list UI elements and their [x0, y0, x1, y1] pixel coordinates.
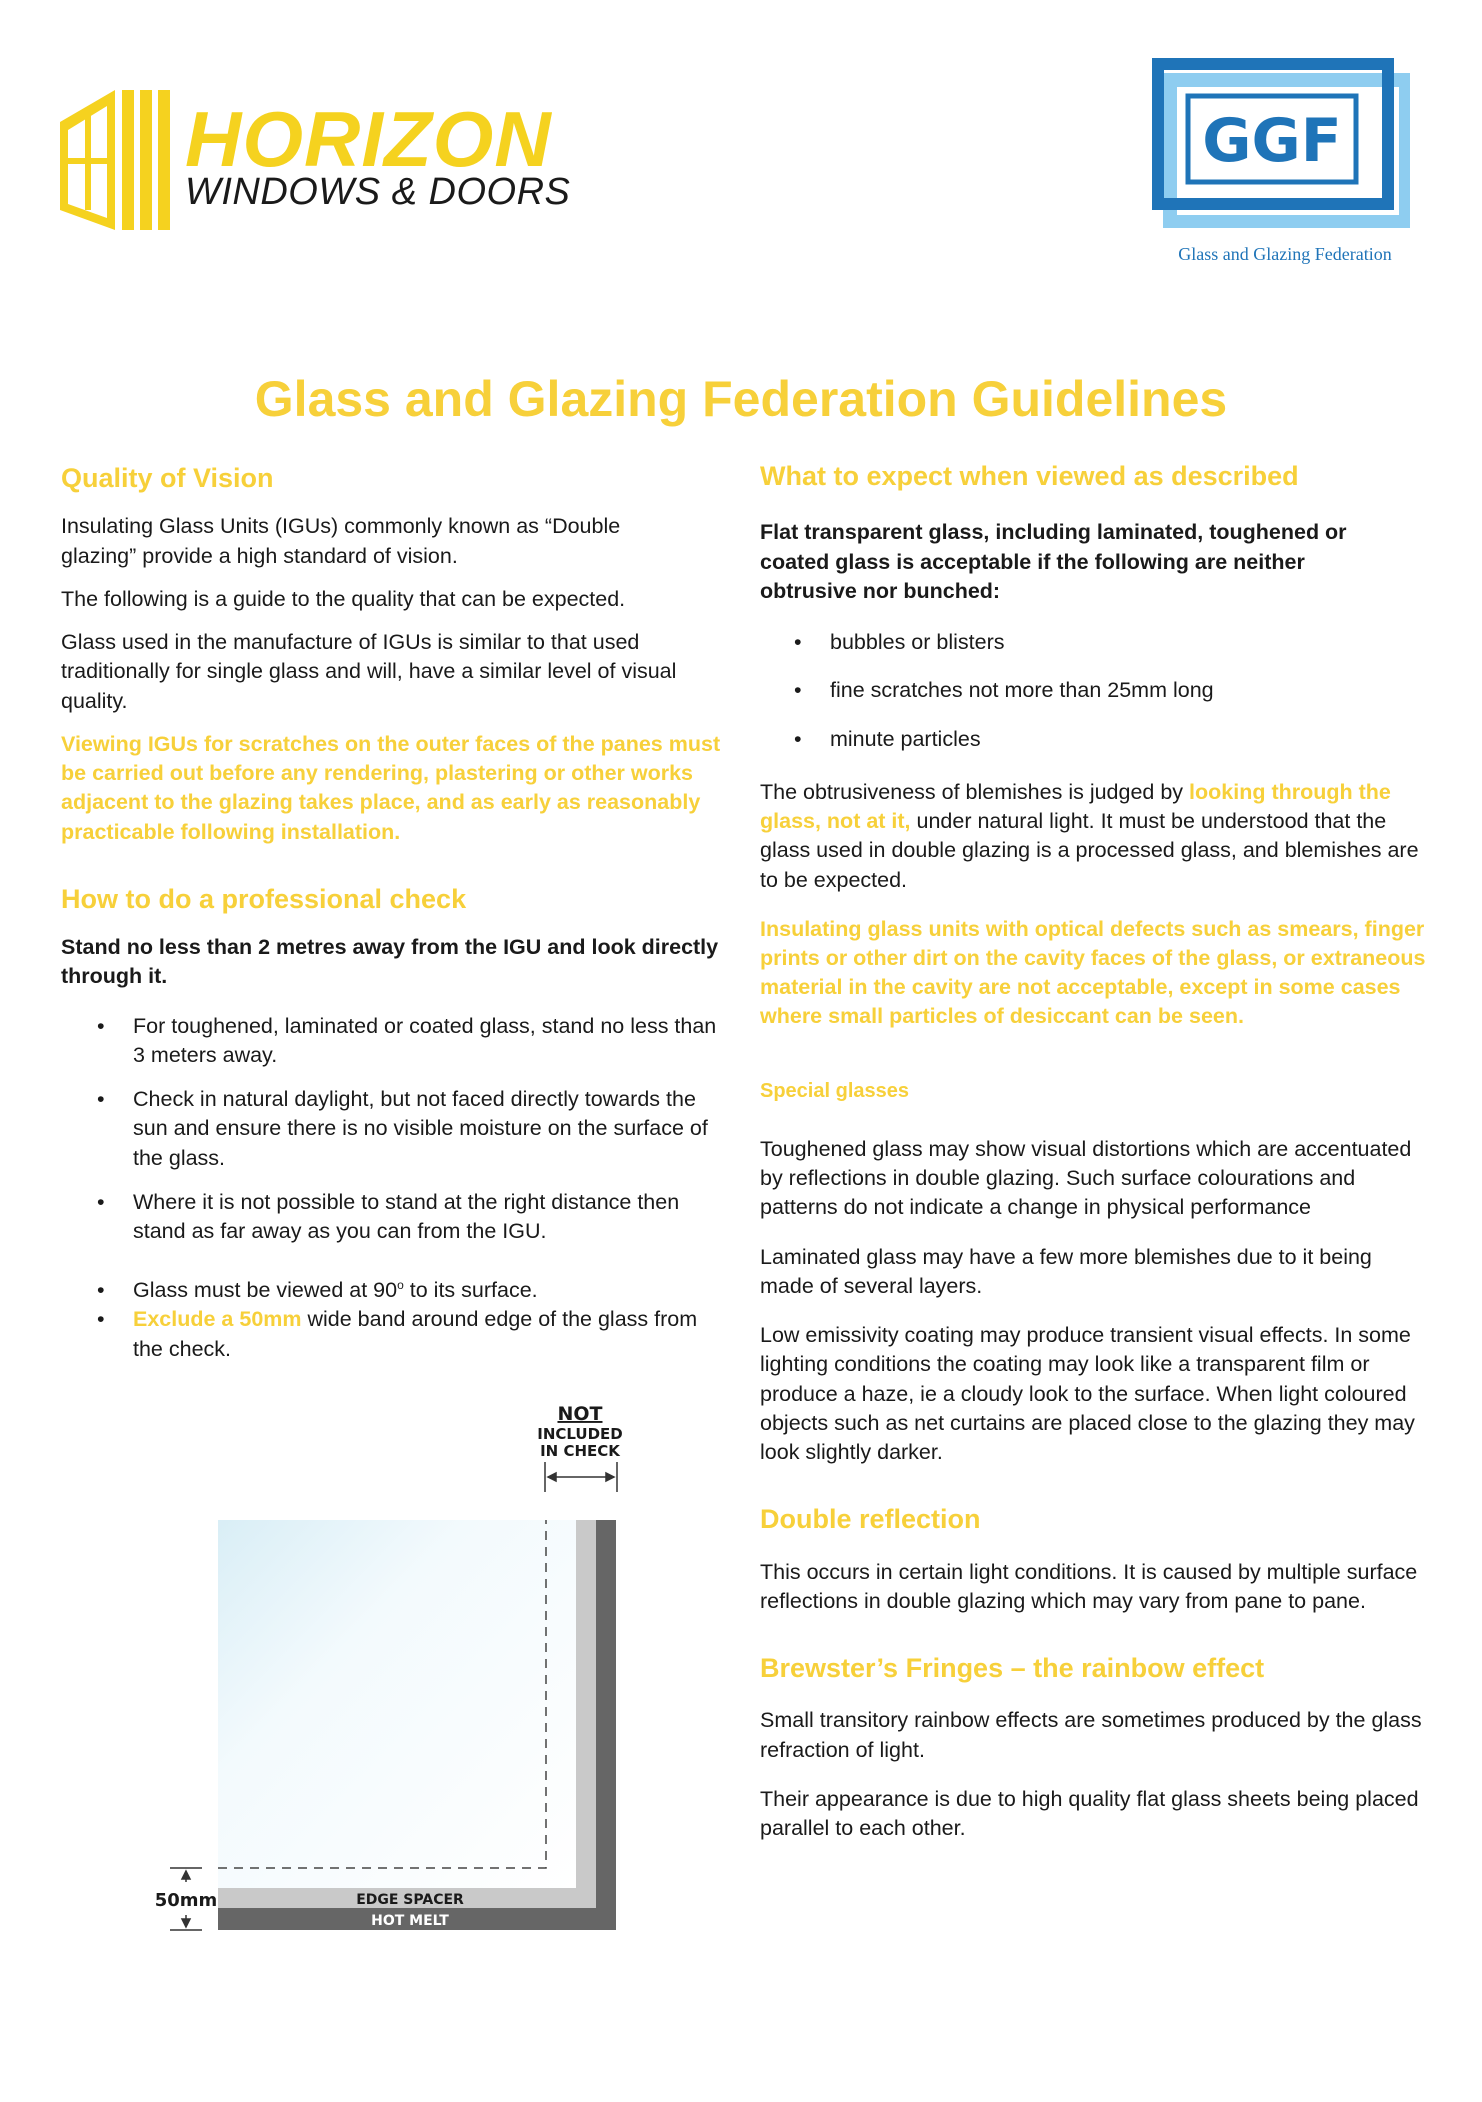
in-check-label: IN CHECK: [540, 1442, 620, 1460]
quality-p2: The following is a guide to the quality that can be expected.: [61, 586, 626, 611]
expect-lead: Flat transparent glass, including laminated, toughened or coated glass is acceptable if the following are neither obtrusive nor bunched:: [760, 520, 1347, 603]
check-bullet-5-text: wide band around edge of the glass from the check.: [133, 1307, 698, 1361]
page-title: Glass and Glazing Federation Guidelines: [254, 371, 1228, 427]
check-bullet-1: • For toughened, laminated or coated glass, stand no less than 3 meters away.: [61, 1012, 721, 1070]
not-label: NOT: [557, 1403, 603, 1425]
brewster-p1: Small transitory rainbow effects are sometimes produced by the glass refraction of light.: [760, 1708, 1422, 1762]
quality-p1: Insulating Glass Units (IGUs) commonly known as “Double glazing” provide a high standard of vision.: [61, 514, 621, 568]
expect-heading: What to expect when viewed as described: [760, 461, 1299, 491]
degree-mark: o: [397, 1278, 404, 1293]
expect-item-3: • minute particles: [760, 725, 1430, 754]
edge-spacer-label: EDGE SPACER: [356, 1892, 464, 1908]
included-label: INCLUDED: [537, 1425, 623, 1443]
check-bullet-4: [61, 1276, 721, 1305]
check-bullet-2: • Check in natural daylight, but not faced directly towards the sun and ensure there is no visible moisture on the surface of the glass.: [61, 1085, 721, 1173]
check-bullet-4-text: Glass must be viewed at 90: [133, 1278, 398, 1303]
quality-heading: Quality of Vision: [61, 463, 274, 493]
window-frame-icon: [60, 90, 170, 230]
expect-p1: [760, 778, 1430, 895]
check-heading: How to do a professional check: [61, 883, 467, 914]
check-bullet-5: [61, 1305, 721, 1363]
quality-highlight: Viewing IGUs for scratches on the outer faces of the panes must be carried out before any rendering, plastering or other works adjacent to the glazing takes place, and as early as reasonably practicable following installation.: [61, 731, 721, 844]
special-p3: Low emissivity coating may produce transient visual effects. In some lighting conditions the coating may look like a transparent film or produce a haze, ie a cloudy look to the surface. When light coloured objects such as net curtains are placed close to the glazing they may look slightly darker.: [760, 1323, 1415, 1464]
special-heading: Special glasses: [760, 1079, 909, 1102]
band-width-label: 50mm: [154, 1890, 218, 1911]
brewster-p2: Their appearance is due to high quality flat glass sheets being placed parallel to each other.: [760, 1786, 1419, 1841]
expect-list: [760, 628, 1430, 754]
quality-p3: Glass used in the manufacture of IGUs is similar to that used traditionally for single glass and will, have a similar level of visual quality.: [61, 630, 677, 713]
right-column: [760, 460, 1430, 1857]
check-bullet-3: • Where it is not possible to stand at the right distance then stand as far away as you can from the IGU.: [61, 1188, 721, 1246]
double-p1: This occurs in certain light conditions. It is caused by multiple surface reflections in double glazing which may vary from pane to pane.: [760, 1559, 1418, 1613]
horizon-brand-tagline: WINDOWS & DOORS: [185, 171, 571, 213]
ggf-caption: Glass and Glazing Federation: [1178, 244, 1392, 264]
horizon-brand-name: HORIZON: [185, 95, 552, 183]
special-p1: Toughened glass may show visual distortions which are accentuated by reflections in double glazing. Such surface colourations and patterns do not indicate a change in physical performance: [760, 1136, 1412, 1220]
ggf-mark: GGF: [1202, 106, 1342, 176]
expect-item-1: • bubbles or blisters: [760, 628, 1430, 657]
expect-highlight: Insulating glass units with optical defects such as smears, finger prints or other dirt on the cavity faces of the glass, or extraneous material in the cavity are not acceptable, except in some cases where small particles of desiccant can be seen.: [760, 916, 1426, 1029]
expect-p1-start: The obtrusiveness of blemishes is judged by: [760, 779, 1190, 804]
brewster-heading: Brewster’s Fringes – the rainbow effect: [760, 1653, 1265, 1684]
ggf-logo: [1150, 58, 1410, 228]
looking-through-highlight: looking through the glass, not at it,: [760, 779, 1391, 834]
hot-melt-label: HOT MELT: [371, 1913, 449, 1929]
expect-item-2: • fine scratches not more than 25mm long: [760, 676, 1430, 705]
glass-edge-diagram: [150, 1400, 650, 1940]
exclude-band-highlight: Exclude a 50mm: [133, 1307, 302, 1332]
width-arrow-icon: [545, 1462, 617, 1492]
glass-pane: [218, 1520, 576, 1888]
special-p2: Laminated glass may have a few more blemishes due to it being made of several layers.: [760, 1244, 1372, 1298]
check-bullet-4-tail: to its surface.: [403, 1278, 538, 1303]
check-lead: Stand no less than 2 metres away from the IGU and look directly through it.: [61, 935, 719, 989]
check-list-2: [61, 1276, 721, 1364]
check-list: [61, 1012, 721, 1247]
double-heading: Double reflection: [760, 1504, 981, 1535]
left-column: [61, 462, 721, 1364]
expect-p1-end: under natural light. It must be understood that the glass used in double glazing is a processed glass, and blemishes are to be expected.: [760, 809, 1419, 892]
